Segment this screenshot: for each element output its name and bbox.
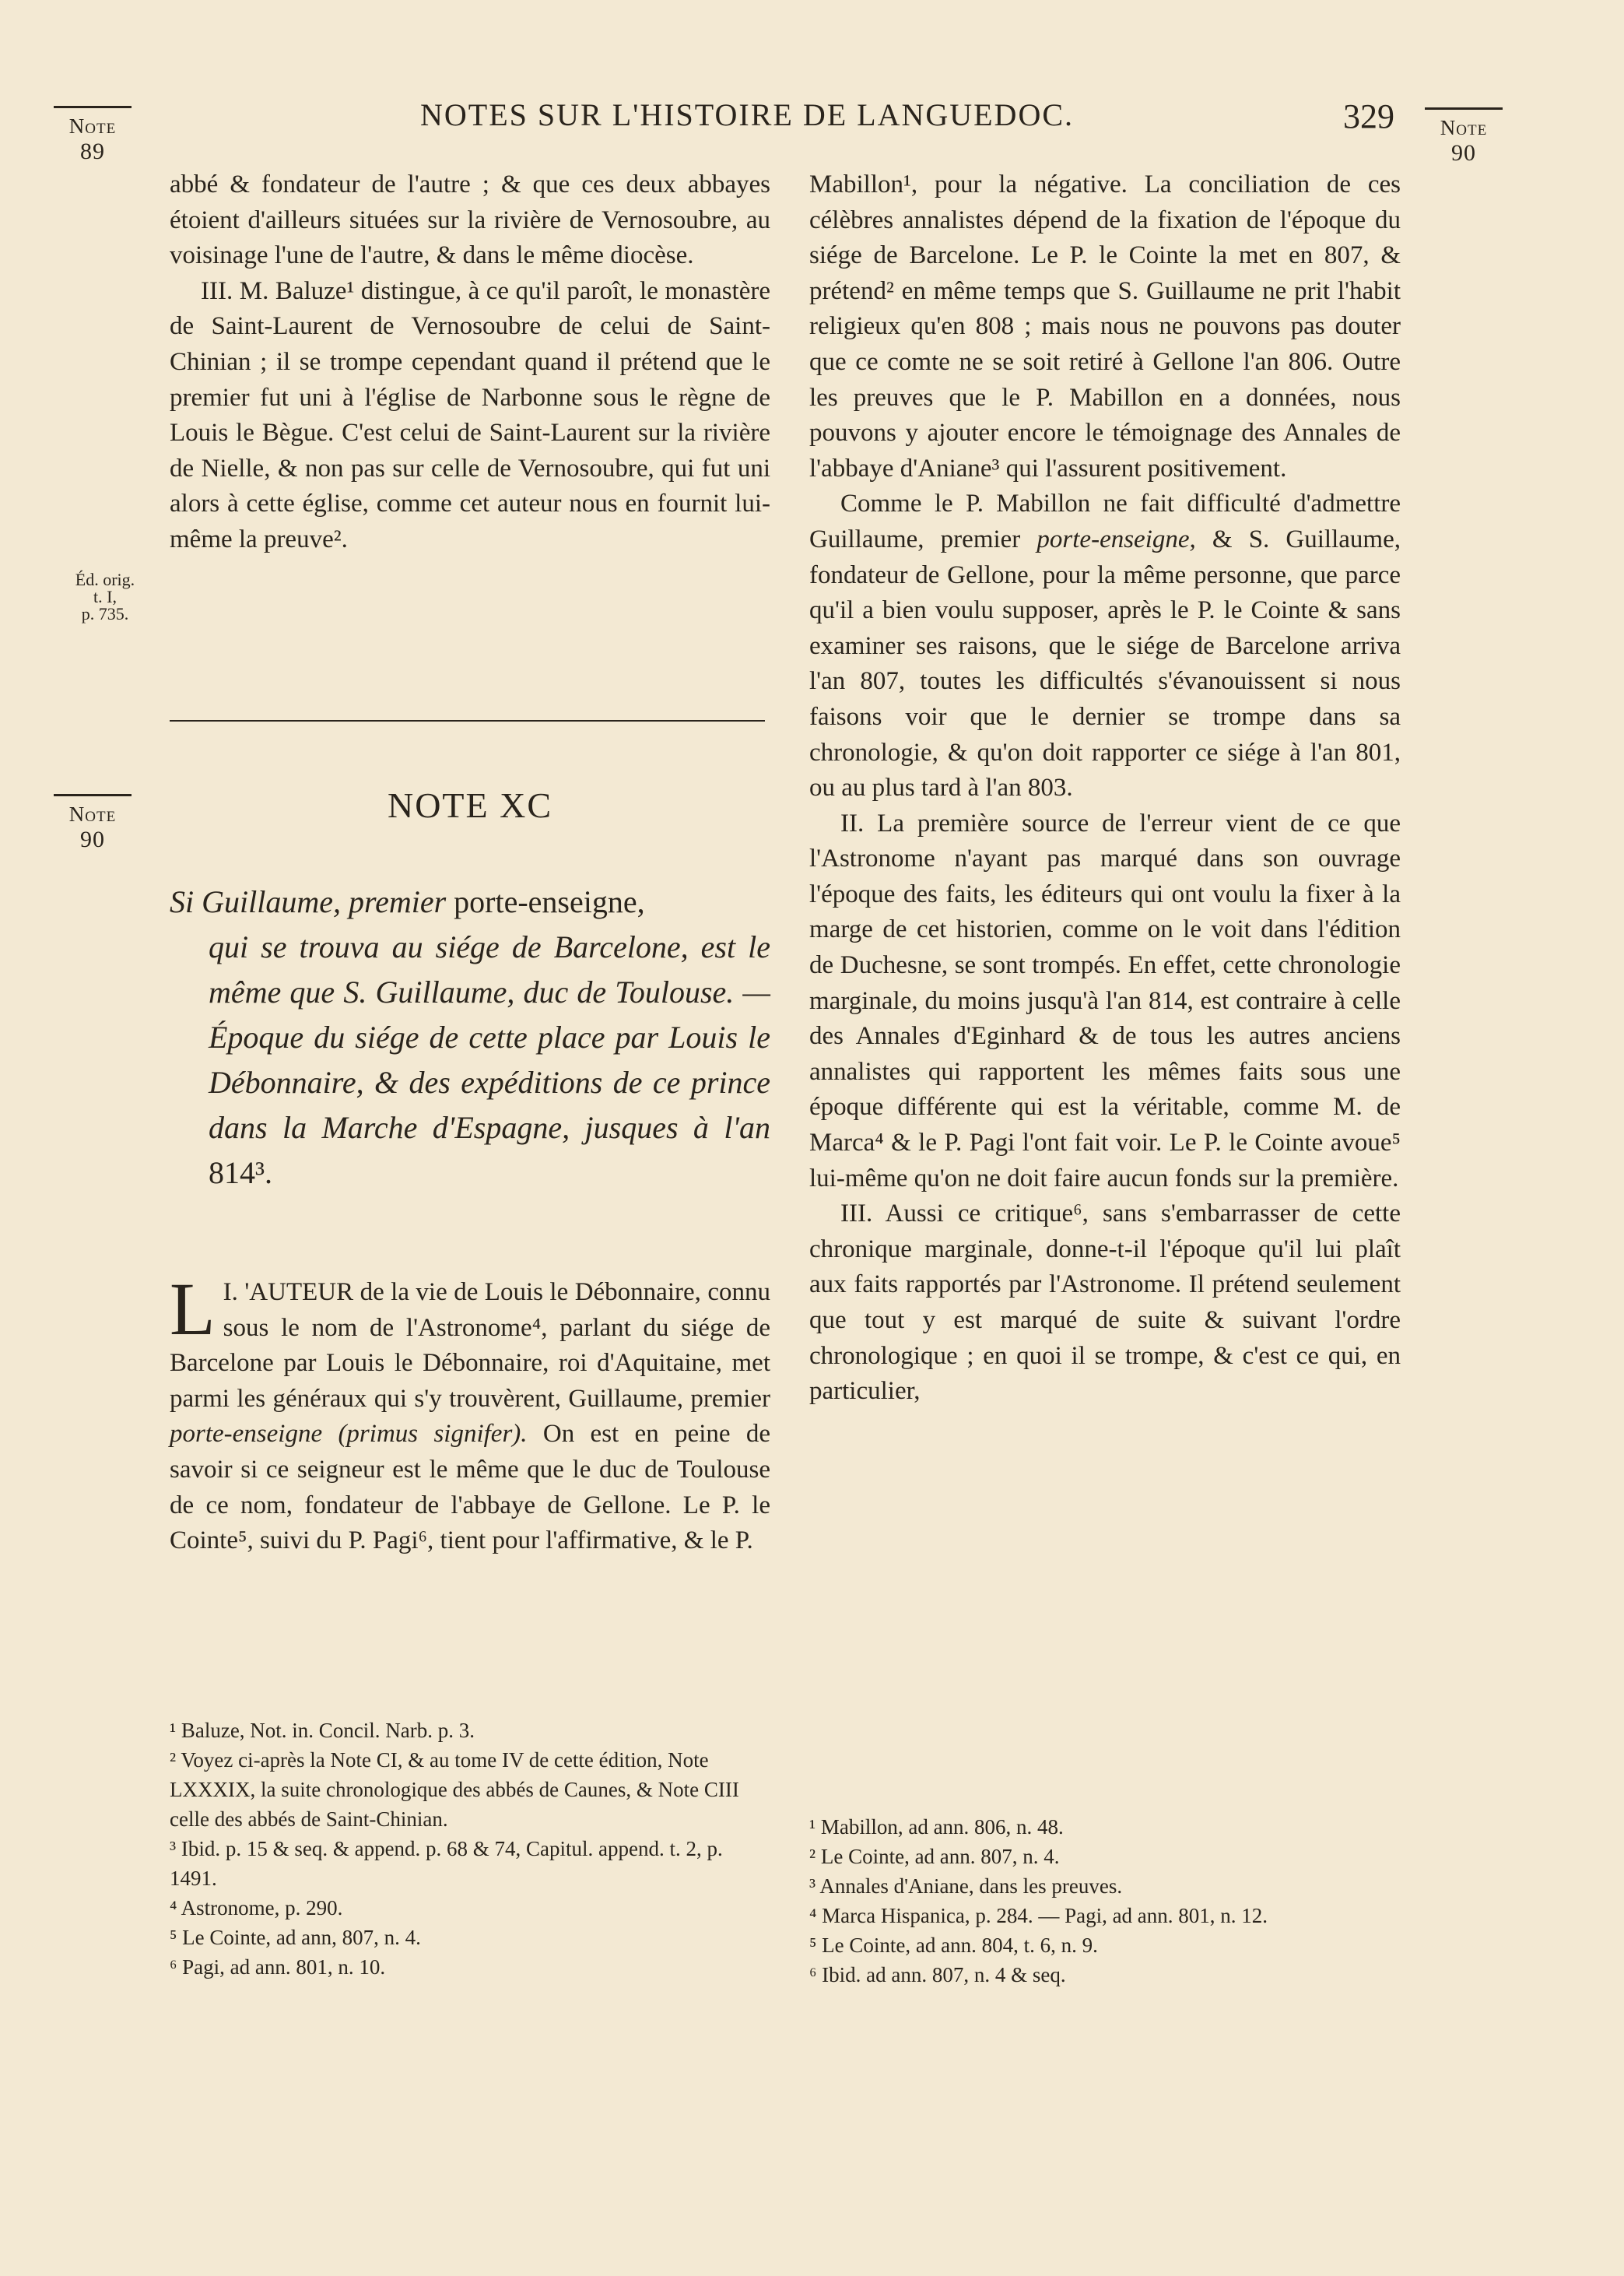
- paragraph: II. La première source de l'erreur vient de ce que l'Astronome n'ayant pas marqué dans son ouvrage l'époque des faits, les éditeurs qui ont voulu la fixer à la marge de cet historien, comme on le voit dans l'édition de Duchesne, se sont trompés. En effet, cette chronologie marginale, du moins jusqu'à l'an 814, est contraire à celle des Annales d'Eginhard & de tous les autres anciens annalistes qui rapportent les mêmes faits sous une époque différente qui est la véritable, comme M. de Marca⁴ & le P. Pagi l'ont fait voir. Le P. le Cointe avoue⁵ lui-même qu'on ne doit faire aucun fonds sur la première.: [809, 809, 1401, 1192]
- left-column-top: [170, 167, 770, 558]
- ed-orig-line3: p. 735.: [81, 604, 129, 623]
- footnote: ² Le Cointe, ad ann. 807, n. 4.: [809, 1845, 1060, 1868]
- footnote: ⁶ Ibid. ad ann. 807, n. 4 & seq.: [809, 1963, 1066, 1986]
- ed-orig-line1: Éd. orig.: [75, 570, 135, 589]
- subtitle-part-b: porte-enseigne,: [454, 884, 645, 919]
- section-divider: [170, 720, 765, 722]
- footnote: ² Voyez ci-après la Note CI, & au tome IV de cette édition, Note LXXXIX, la suite chronologique des abbés de Caunes, & Note CIII celle des abbés de Saint-Chinian.: [170, 1748, 739, 1831]
- ed-orig-line2: t. I,: [93, 587, 117, 606]
- note-title: NOTE XC: [387, 785, 553, 825]
- footnote: ¹ Baluze, Not. in. Concil. Narb. p. 3.: [170, 1719, 475, 1742]
- paragraph-italic: porte-enseigne (primus signifer).: [170, 1420, 528, 1449]
- paragraph-text: & S. Guillaume, fondateur de Gellone, pour la même personne, que parce qu'il a bien voulu supposer, après le P. le Cointe & sans examiner ses raisons, que le siége de Barcelone arriva l'an 807, toutes les difficultés s'évanouissent si nous faisons voir que le dernier se trompe dans sa chronologie, & qu'on doit rapporter ce siége à l'an 801, ou au plus tard à l'an 803.: [809, 525, 1401, 803]
- footnote: ⁶ Pagi, ad ann. 801, n. 10.: [170, 1955, 386, 1979]
- footnote: ⁴ Astronome, p. 290.: [170, 1896, 343, 1919]
- margin-rule: [1425, 107, 1503, 110]
- right-column: [809, 167, 1401, 1410]
- drop-cap: L: [170, 1267, 216, 1350]
- margin-rule: [54, 106, 132, 108]
- footnote: ⁵ Le Cointe, ad ann. 804, t. 6, n. 9.: [809, 1934, 1098, 1957]
- margin-note-number: 90: [1451, 140, 1476, 166]
- margin-note-label: Note: [68, 114, 117, 138]
- paragraph-text: On est en peine de savoir si ce seigneur est le même que le duc de Toulouse de ce nom, fondateur de l'abbaye de Gellone. Le P. le Cointe⁵, suivi du P. Pagi⁶, tient pour l'affirmative, & le P.: [170, 1420, 771, 1555]
- subtitle-part-d: 814³.: [209, 1155, 272, 1190]
- margin-note-label: Note: [1440, 116, 1488, 139]
- margin-note-label: Note: [68, 803, 117, 826]
- subtitle-part-c: qui se trouva au siége de Barcelone, est le même que S. Guillaume, duc de Toulouse. — Époque du siége de cette place par Louis le Débonnaire, & des expéditions de ce prince dans la Marche d'Espagne, jusques à l'an: [209, 929, 770, 1145]
- margin-note-right-top: [1421, 107, 1506, 167]
- paragraph: Mabillon¹, pour la négative. La conciliation de ces célèbres annalistes dépend de la fixation de l'époque du siége de Barcelone. Le P. le Cointe la met en 807, & prétend² en même temps que S. Guillaume ne prit l'habit religieux qu'en 808 ; mais nous ne pouvons pas douter que ce comte ne se soit retiré à Gellone l'an 806. Outre les preuves que le P. Mabillon en a données, nous pouvons y ajouter encore le témoignage des Annales de l'abbaye d'Aniane³ qui l'assurent positivement.: [809, 170, 1401, 483]
- paragraph: [809, 486, 1401, 806]
- original-edition-ref: [62, 571, 148, 623]
- margin-note-left-top: [50, 106, 135, 165]
- footnote: ³ Annales d'Aniane, dans les preuves.: [809, 1874, 1123, 1898]
- running-header: NOTES SUR L'HISTOIRE DE LANGUEDOC.: [420, 97, 1075, 132]
- subtitle-part-a: Si Guillaume, premier: [170, 884, 454, 919]
- paragraph: [170, 1267, 771, 1559]
- paragraph-text: Comme le P. Mabillon ne fait difficulté d'admettre Guillaume, premier: [809, 490, 1401, 553]
- margin-note-number: 90: [80, 827, 105, 852]
- paragraph-text: 'AUTEUR de la vie de Louis le Débonnaire, connu sous le nom de l'Astronome⁴, parlant du siége de Barcelone par Louis le Débonnaire, roi d'Aquitaine, met parmi les généraux qui s'y trouvèrent, Guillaume, premier: [170, 1278, 770, 1413]
- right-footnotes: [809, 1812, 1401, 1990]
- note-subtitle: [170, 880, 770, 1196]
- section-number: I.: [223, 1278, 245, 1306]
- margin-rule: [54, 794, 132, 796]
- paragraph: III. Aussi ce critique⁶, sans s'embarrasser de cette chronique marginale, donne-t-il l'époque qu'il lui plaît aux faits rapportés par l'Astronome. Il prétend seulement que tout y est marqué de suite & suivant l'ordre chronologique ; en quoi il se trompe, & c'est ce qui, en particulier,: [809, 1199, 1401, 1406]
- page-number: 329: [1343, 97, 1394, 135]
- footnote: ³ Ibid. p. 15 & seq. & append. p. 68 & 74, Capitul. append. t. 2, p. 1491.: [170, 1837, 723, 1890]
- paragraph: III. M. Baluze¹ distingue, à ce qu'il paroît, le monastère de Saint-Laurent de Vernosoubre de celui de Saint-Chinian ; il se trompe cependant quand il prétend que le premier fut uni à l'église de Narbonne sous le règne de Louis le Bègue. C'est celui de Saint-Laurent sur la rivière de Nielle, & non pas sur celle de Vernosoubre, qui fut uni alors à cette église, comme cet auteur nous en fournit lui-même la preuve².: [170, 276, 770, 553]
- footnote: ⁵ Le Cointe, ad ann, 807, n. 4.: [170, 1926, 421, 1949]
- left-column-body: [170, 1267, 771, 1559]
- paragraph: abbé & fondateur de l'autre ; & que ces deux abbayes étoient d'ailleurs situées sur la rivière de Vernosoubre, au voisinage l'une de l'autre, & dans le même diocèse.: [170, 170, 770, 270]
- footnote: ¹ Mabillon, ad ann. 806, n. 48.: [809, 1815, 1064, 1839]
- paragraph-italic: porte-enseigne,: [1036, 525, 1196, 553]
- margin-note-number: 89: [80, 139, 105, 164]
- margin-note-left-mid: [50, 794, 135, 853]
- footnote: ⁴ Marca Hispanica, p. 284. — Pagi, ad ann. 801, n. 12.: [809, 1904, 1268, 1927]
- left-footnotes: [170, 1716, 770, 1982]
